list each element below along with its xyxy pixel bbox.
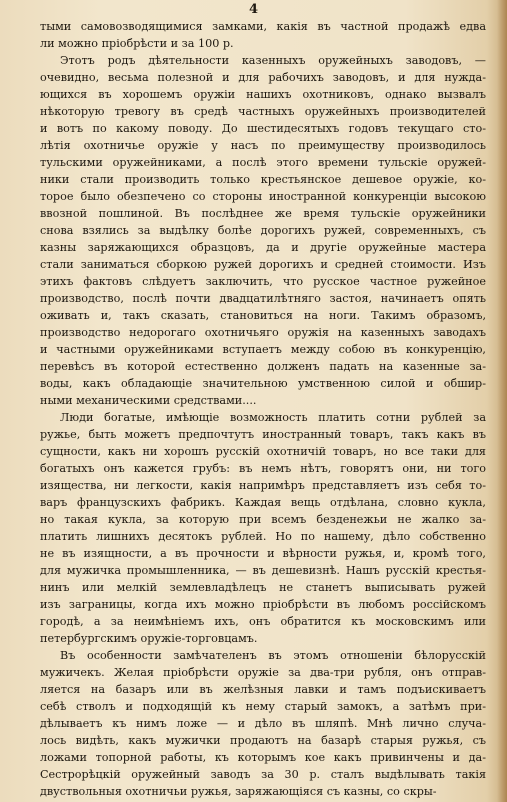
text-line: воды, какъ обладающіе значительною умственною силой и обшир-: [40, 377, 486, 390]
text-line: ввозной пошлиной. Въ послѣднее же время тульскіе оружейники: [40, 207, 486, 220]
text-line: мужичекъ. Желая пріобрѣсти оружіе за два-три рубля, онъ отправ-: [40, 666, 486, 679]
text-line: двуствольныя охотничьи ружья, заряжающіяся съ казны, со скры-: [40, 785, 437, 798]
text-line: казны заряжающихся образцовъ, да и другіе оружейные мастера: [40, 241, 486, 254]
text-line: производство недорогаго охотничьяго оружія на казенныхъ заводахъ: [40, 326, 486, 339]
text-line: тыми самовозводящимися замками, какія въ частной продажѣ едва: [40, 20, 486, 33]
paragraph: [40, 52, 486, 409]
text-line: оживать и, такъ сказать, становиться на ноги. Такимъ образомъ,: [40, 309, 486, 322]
text-line: перевѣсъ въ которой естественно долженъ падать на казенные за-: [40, 360, 486, 373]
text-line: снова взялись за выдѣлку болѣе дорогихъ ружей, современныхъ, съ: [40, 224, 486, 237]
text-line: Сестрорѣцкій оружейный заводъ за 30 р. сталъ выдѣлывать такія: [40, 768, 486, 781]
text-line: ники стали производить только крестьянское дешевое оружіе, ко-: [40, 173, 486, 186]
text-line: платить лишнихъ десятокъ рублей. Но по нашему, дѣло собственно: [40, 530, 486, 543]
text-line: изъ заграницы, когда ихъ можно пріобрѣсти въ любомъ россійскомъ: [40, 598, 486, 611]
body-text: [40, 18, 486, 800]
text-line: для мужичка промышленника, — въ дешевизнѣ. Нашъ русскій крестья-: [40, 564, 486, 577]
text-line: стали заниматься сборкою ружей дорогихъ и средней стоимости. Изъ: [40, 258, 486, 271]
text-line: ляется на базаръ или въ желѣзныя лавки и тамъ подъискиваетъ: [40, 683, 486, 696]
text-line: Въ особенности замѣчателенъ въ этомъ отношеніи бѣлорусскій: [60, 649, 486, 662]
text-line: себѣ стволъ и подходящій къ нему старый замокъ, а затѣмъ при-: [40, 700, 486, 713]
text-line: и частными оружейниками вступаетъ между собою въ конкуренцію,: [40, 343, 486, 356]
text-line: богатыхъ онъ кажется грубъ: въ немъ нѣтъ, говорятъ они, ни того: [40, 462, 486, 475]
text-line: Этотъ родъ дѣятельности казенныхъ оружейныхъ заводовъ, —: [60, 54, 486, 67]
text-line: очевидно, весьма полезной и для рабочихъ заводовъ, и для нужда-: [40, 71, 486, 84]
text-line: петербургскимъ оружіе-торговцамъ.: [40, 632, 258, 645]
text-line: сущности, какъ ни хорошъ русскій охотничій товаръ, но все таки для: [40, 445, 486, 458]
text-line: ли можно пріобрѣсти и за 100 р.: [40, 37, 234, 50]
text-line: нинъ или мелкій землевладѣлецъ не станетъ выписывать ружей: [40, 581, 486, 594]
text-line: тульскими оружейниками, а послѣ этого времени тульскіе оружей-: [40, 156, 486, 169]
text-line: дѣлываетъ къ нимъ ложе — и дѣло въ шляпѣ. Мнѣ лично случа-: [40, 717, 486, 730]
text-line: не въ изящности, а въ прочности и вѣрности ружья, и, кромѣ того,: [40, 547, 486, 560]
page-number: 4: [248, 2, 259, 17]
text-line: ложами топорной работы, къ которымъ кое какъ привинчены и да-: [40, 751, 486, 764]
paragraph: [40, 409, 486, 647]
text-line: изящества, ни легкости, какія напримѣръ представляетъ изъ себя то-: [40, 479, 486, 492]
text-line: но такая кукла, за которую при всемъ безденежьи не жалко за-: [40, 513, 486, 526]
text-line: ными механическими средствами....: [40, 394, 257, 407]
text-line: торое было обезпечено со стороны иностранной конкуренціи высокою: [40, 190, 486, 203]
text-line: и вотъ по какому поводу. До шестидесятыхъ годовъ текущаго сто-: [40, 122, 486, 135]
text-line: лось видѣть, какъ мужички продаютъ на базарѣ старыя ружья, съ: [40, 734, 486, 747]
text-line: городѣ, а за неимѣніемъ ихъ, онъ обратится къ московскимъ или: [40, 615, 486, 628]
text-line: варъ французскихъ фабрикъ. Каждая вещь отдѣлана, словно кукла,: [40, 496, 486, 509]
text-line: лѣтія охотничье оружіе у насъ по преимуществу производилось: [40, 139, 486, 152]
text-line: ружье, быть можетъ предпочтутъ иностранный товаръ, такъ какъ въ: [40, 428, 486, 441]
paragraph: [40, 647, 486, 800]
page-edge-shadow: [497, 0, 507, 802]
text-line: ющихся въ хорошемъ оружіи нашихъ охотниковъ, однако вызвалъ: [40, 88, 486, 101]
text-line: производство, послѣ почти двадцатилѣтняго застоя, начинаетъ опять: [40, 292, 486, 305]
paragraph: [40, 18, 486, 52]
text-line: Люди богатые, имѣющіе возможность платить сотни рублей за: [60, 411, 486, 424]
text-line: этихъ фактовъ слѣдуетъ заключить, что русское частное ружейное: [40, 275, 486, 288]
text-line: нѣкоторую тревогу въ средѣ частныхъ оружейныхъ производителей: [40, 105, 486, 118]
